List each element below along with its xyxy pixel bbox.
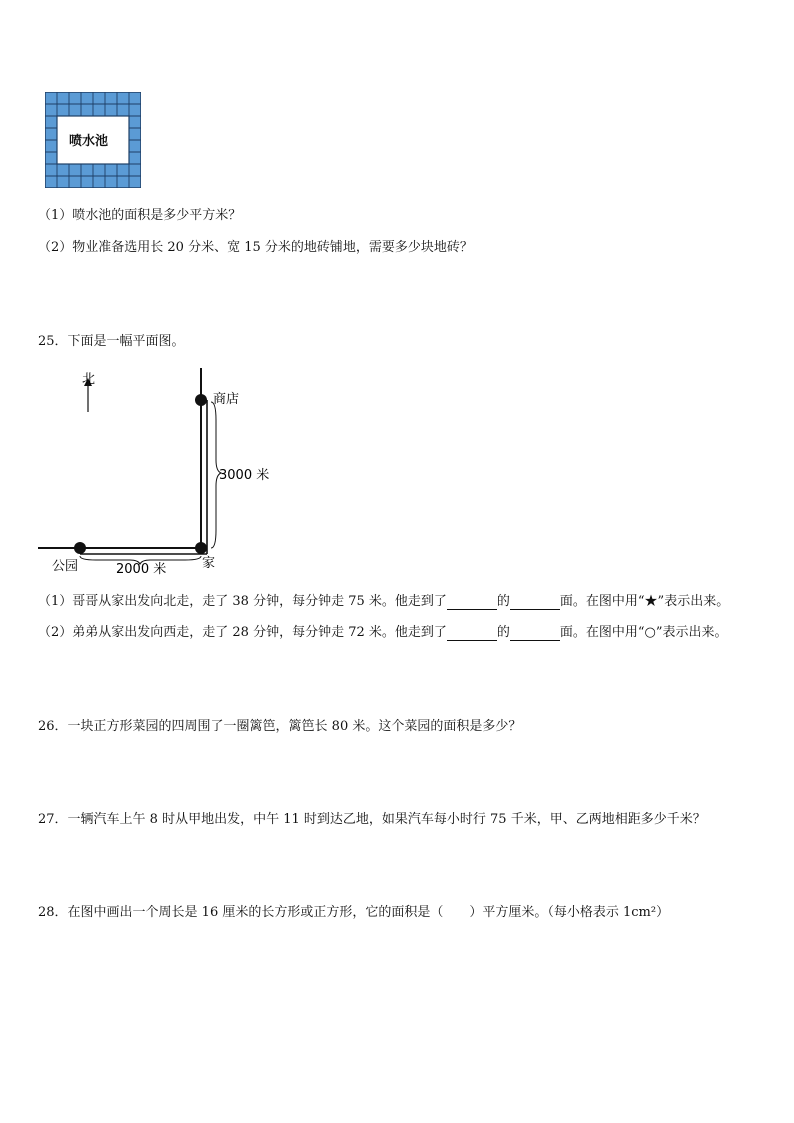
q25-sub2-blank-1[interactable] [447, 627, 497, 641]
home-label: 家 [202, 556, 216, 571]
q25-sub1-text-b: 的 [496, 594, 510, 609]
park-label: 公园 [52, 559, 79, 574]
q24-sub2: （2）物业准备选用长 20 分米、宽 15 分米的地砖铺地，需要多少块地砖？ [38, 240, 473, 255]
q25-sub2-text-c: 面。在图中用“○”表示出来。 [559, 625, 728, 640]
q25-sub2-text-b: 的 [496, 625, 510, 640]
q28: 28．在图中画出一个周长是 16 厘米的长方形或正方形，它的面积是（ ）平方厘米。（每小格表示 1cm²） [38, 905, 670, 920]
q25-sub1-blank-1[interactable] [447, 596, 497, 610]
q27: 27．一辆汽车上午 8 时从甲地出发，中午 11 时到达乙地，如果汽车每小时行 75 千米，甲、乙两地相距多少千米？ [38, 812, 706, 827]
q25-sub2-text-a: （2）弟弟从家出发向西走，走了 28 分钟，每分钟走 72 米。他走到了 [38, 625, 447, 640]
home-point [195, 542, 207, 554]
q25-title: 25．下面是一幅平面图。 [38, 334, 185, 349]
plan-map [30, 360, 290, 580]
pool-label: 喷水池 [69, 134, 109, 149]
shop-label: 商店 [213, 392, 240, 407]
dist-west-label: 2000 米 [116, 562, 167, 577]
q25-sub1 [38, 594, 729, 610]
north-label: 北 [82, 372, 96, 387]
q24-sub1: （1）喷水池的面积是多少平方米？ [38, 208, 242, 223]
q26: 26．一块正方形菜园的四周围了一圈篱笆，篱笆长 80 米。这个菜园的面积是多少？ [38, 719, 522, 734]
q25-sub1-blank-2[interactable] [510, 596, 560, 610]
park-point [74, 542, 86, 554]
q25-sub1-text-c: 面。在图中用“★”表示出来。 [559, 594, 730, 609]
q25-sub2-blank-2[interactable] [510, 627, 560, 641]
q25-sub2 [38, 625, 728, 641]
dist-north-label: 3000 米 [219, 468, 270, 483]
q25-sub1-text-a: （1）哥哥从家出发向北走，走了 38 分钟，每分钟走 75 米。他走到了 [38, 594, 447, 609]
shop-point [195, 394, 207, 406]
